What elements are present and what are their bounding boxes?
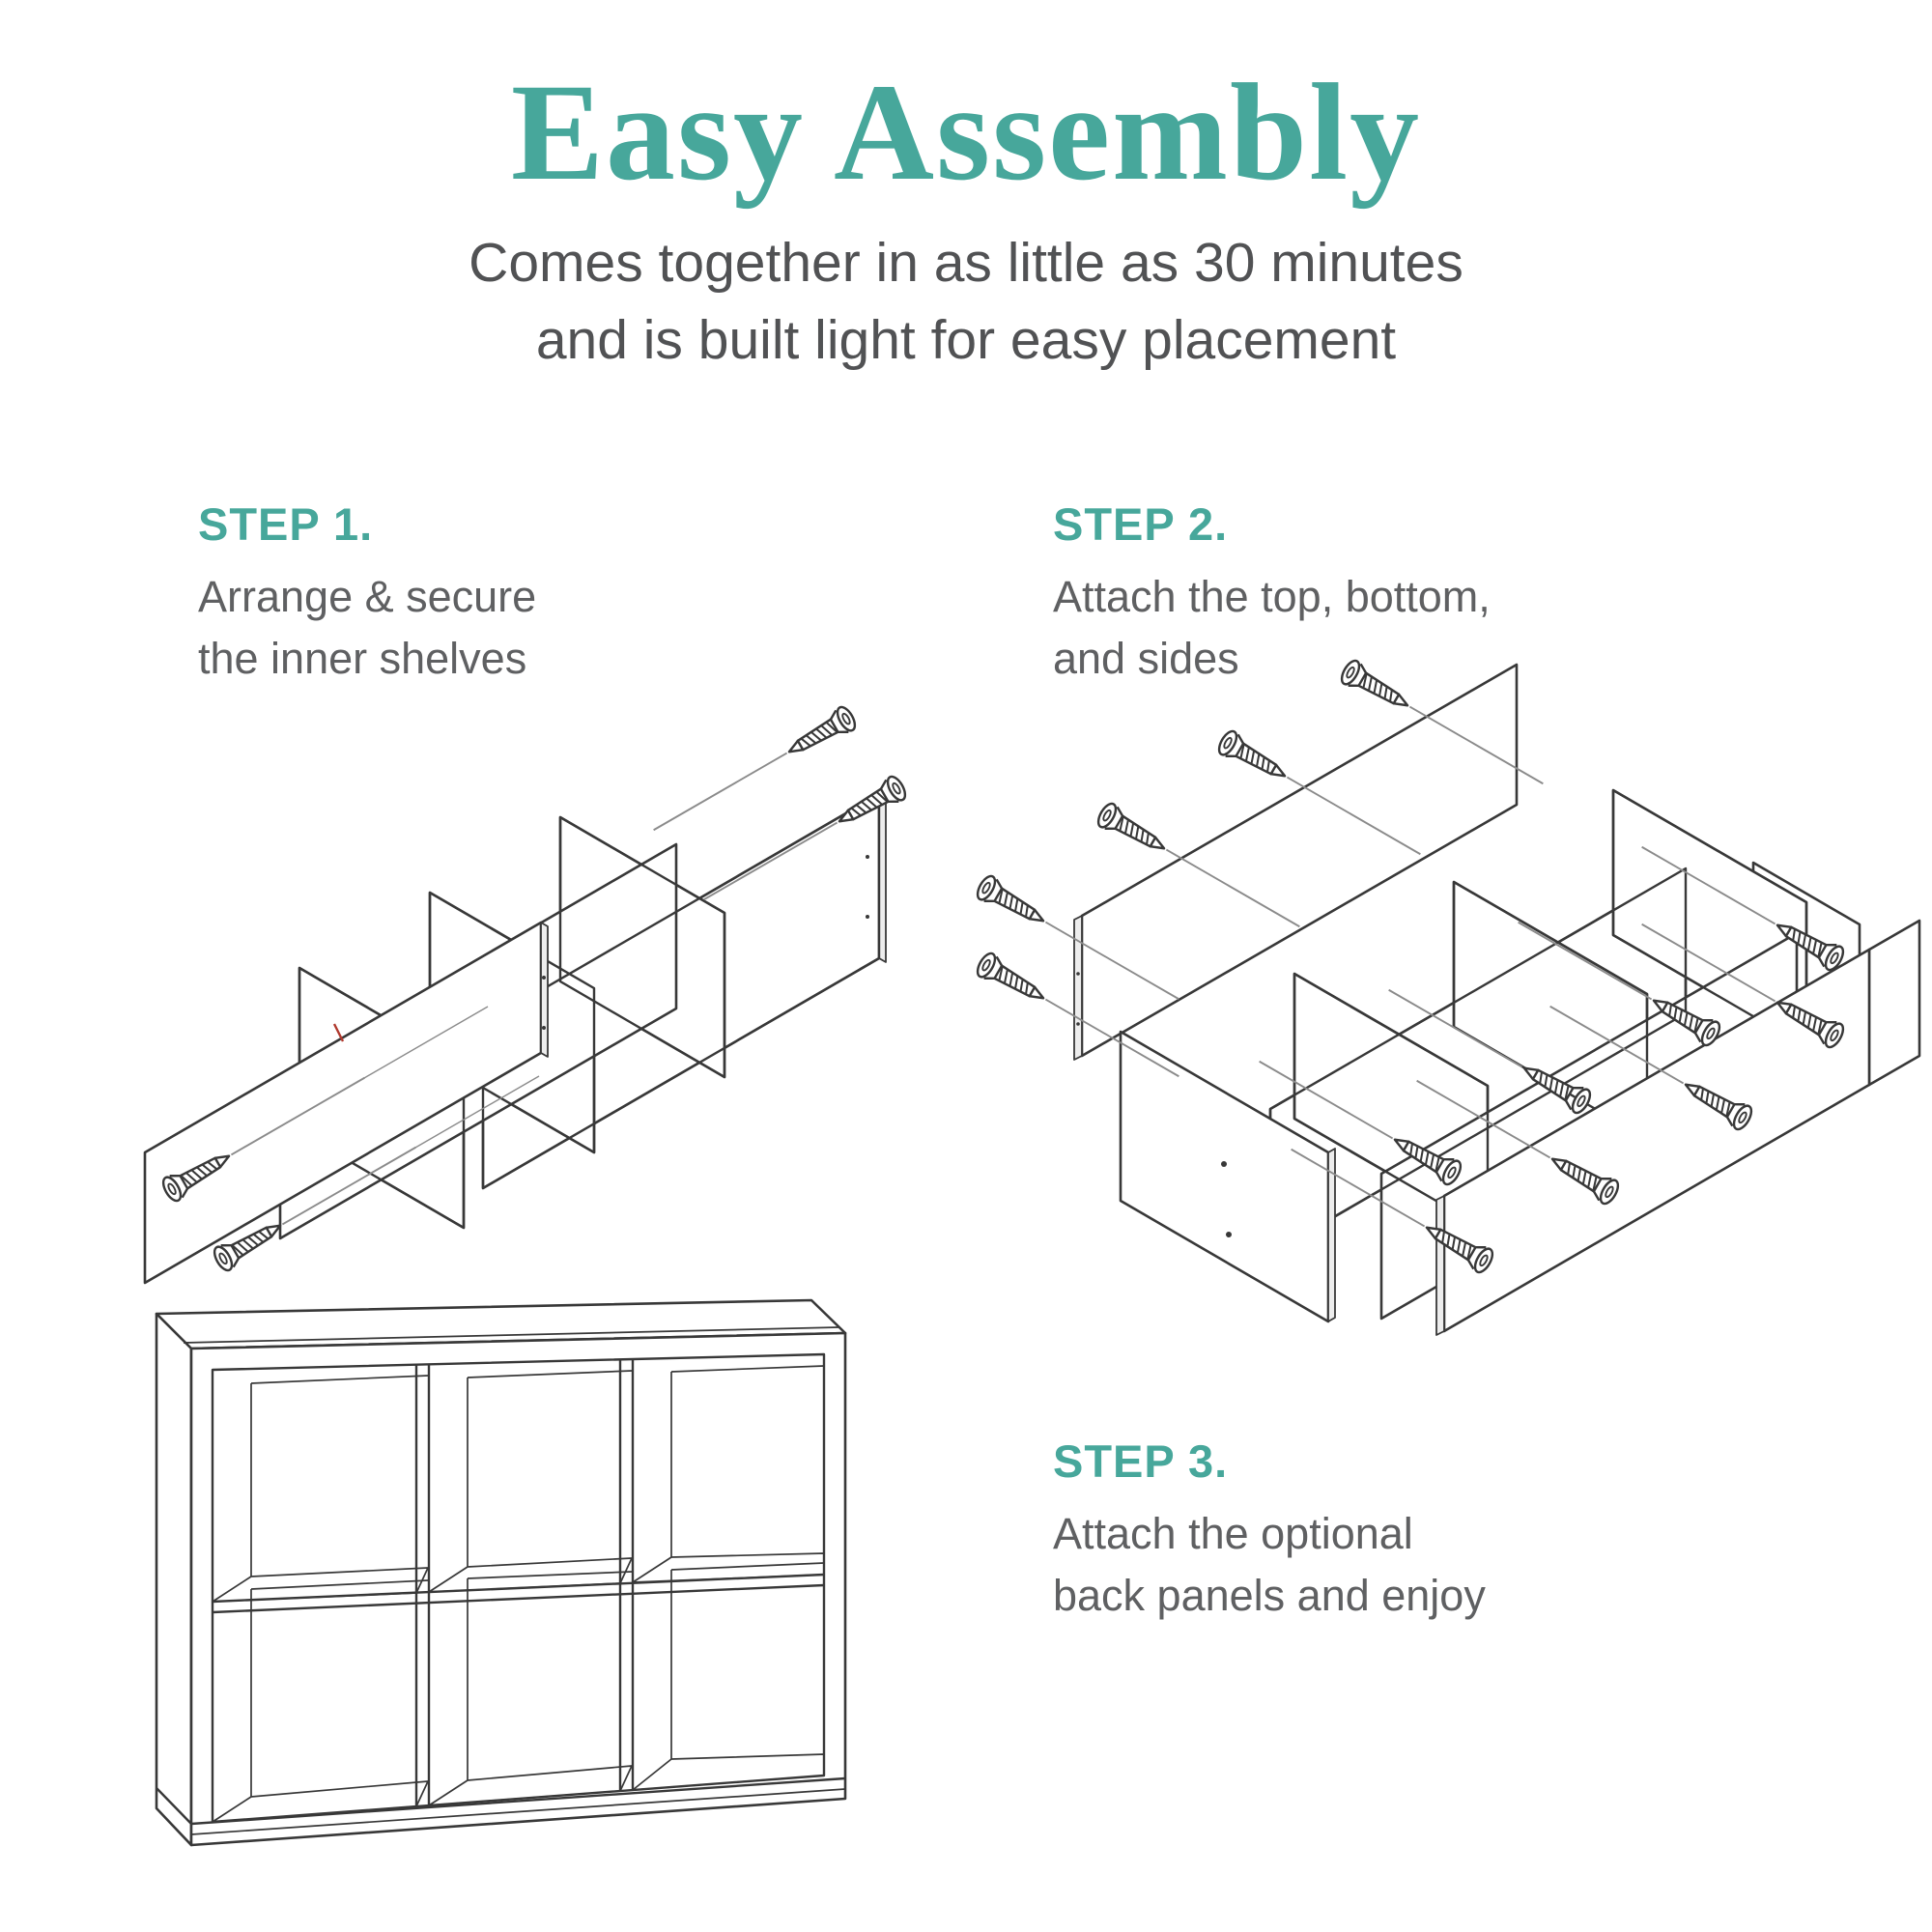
step-2-label: STEP 2. xyxy=(1053,498,1229,550)
panel-edge xyxy=(1074,916,1082,1060)
step-3-label: STEP 3. xyxy=(1053,1435,1229,1487)
step-2-desc-line-1: Attach the top, bottom, xyxy=(1053,572,1491,621)
step-1-block xyxy=(198,497,536,690)
step-2-diagram-attach-panels xyxy=(952,655,1927,1341)
screw-icon xyxy=(647,704,859,841)
cabinet-left-face xyxy=(156,1314,191,1845)
subtitle-line-1: Comes together in as little as 30 minutes xyxy=(469,232,1463,294)
step-1-diagram-exploded-shelves xyxy=(135,688,927,1287)
panel-edge xyxy=(1436,1196,1444,1335)
step-3-diagram-finished-unit xyxy=(116,1294,966,1874)
step-1-description xyxy=(198,566,536,690)
step-1-desc-line-1: Arrange & secure xyxy=(198,572,537,621)
page-title: Easy Assembly xyxy=(510,56,1422,210)
step-2-desc-line-2: and sides xyxy=(1053,634,1239,683)
subtitle-line-2: and is built light for easy placement xyxy=(535,309,1397,371)
subtitle xyxy=(0,224,1932,379)
step-3-desc-line-1: Attach the optional xyxy=(1053,1509,1413,1558)
step-1-desc-line-2: the inner shelves xyxy=(198,634,527,683)
step-3-description xyxy=(1053,1503,1486,1627)
panel-edge xyxy=(541,923,548,1057)
step-3-block xyxy=(1053,1435,1486,1627)
panel xyxy=(1869,921,1919,1085)
step-3-desc-line-2: back panels and enjoy xyxy=(1053,1571,1486,1620)
step-1-label: STEP 1. xyxy=(198,498,374,550)
